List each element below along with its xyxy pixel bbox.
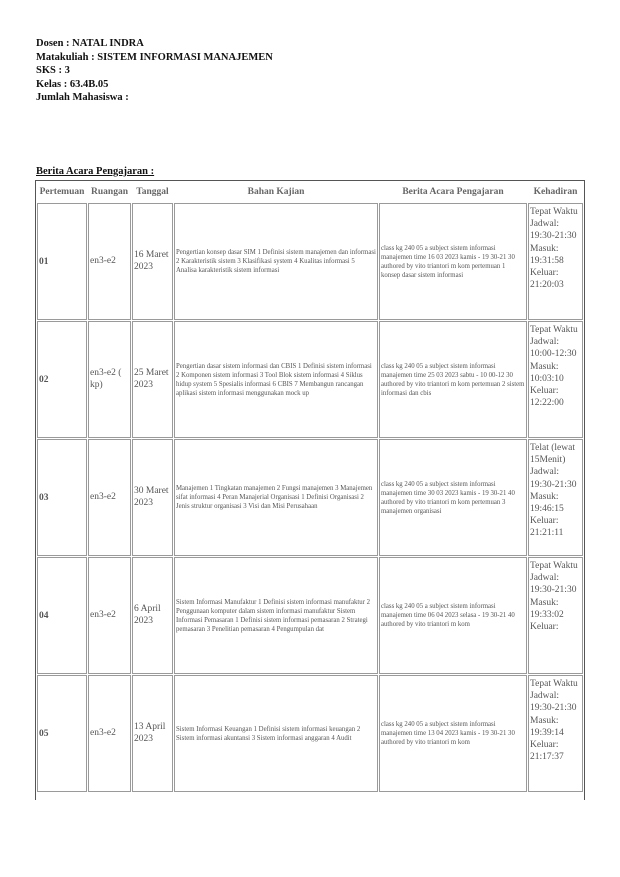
kehadiran-keluar-label: Keluar: (530, 622, 559, 633)
bahan-kajian-cell: Sistem Informasi Manufaktur 1 Definisi sistem informasi manufaktur 2 Penggunaan komputer dalam sistem informasi manufaktur Sistem Informasi Pemasaran 1 Definisi sistem informasi pemasaran 2 Strategi pemasaran 3 Penelitian pemasaran 4 Pengumpulan dat (174, 557, 378, 674)
table-frame (35, 180, 585, 800)
table-row (37, 203, 583, 320)
kehadiran-masuk-label: Masuk: (530, 243, 559, 254)
kehadiran-keluar-value: 21:17:37 (530, 752, 564, 763)
bahan-kajian-cell: Sistem Informasi Keuangan 1 Definisi sistem informasi keuangan 2 Sistem informasi akuntansi 3 Sistem informasi anggaran 4 Audit (174, 675, 378, 792)
kehadiran-jadwal-value: 10:00-12:30 (530, 349, 577, 360)
matakuliah-line: Matakuliah : SISTEM INFORMASI MANAJEMEN (36, 51, 273, 63)
kelas-line: Kelas : 63.4B.05 (36, 78, 109, 90)
pertemuan-cell: 02 (37, 321, 87, 438)
kehadiran-status: Tepat Waktu (530, 679, 578, 689)
kehadiran-jadwal-value: 19:30-21:30 (530, 703, 577, 714)
pertemuan-cell: 04 (37, 557, 87, 674)
column-header-bahan-kajian: Bahan Kajian (174, 182, 378, 202)
kehadiran-jadwal-value: 19:30-21:30 (530, 585, 577, 596)
bahan-kajian-cell: Manajemen 1 Tingkatan manajemen 2 Fungsi manajemen 3 Manajemen sifat informasi 4 Peran Manajerial Organisasi 1 Definisi Organisasi 2 Jenis struktur organisasi 3 Visi dan Misi Perusahaan (174, 439, 378, 556)
berita-acara-cell: class kg 240 05 a subject sistem informasi manajemen time 25 03 2023 sabtu - 10 00-12 30 authored by vito triantori m kom pertemuan 2 sistem informasi dan cbis (379, 321, 527, 438)
table-row (37, 557, 583, 674)
kehadiran-jadwal-label: Jadwal: (530, 573, 560, 584)
kehadiran-keluar-label: Keluar: (530, 268, 559, 279)
ruangan-cell: en3-e2 ( kp) (88, 321, 131, 438)
ruangan-cell: en3-e2 (88, 675, 131, 792)
table-row (37, 321, 583, 438)
dosen-line: Dosen : NATAL INDRA (36, 38, 144, 49)
tanggal-cell: 16 Maret 2023 (132, 203, 173, 320)
pertemuan-cell: 05 (37, 675, 87, 792)
berita-acara-cell: class kg 240 05 a subject sistem informasi manajemen time 30 03 2023 kamis - 19 30-21 40 authored by vito triantori m kom pertemuan 3 manajemen organisasi (379, 439, 527, 556)
column-header-ruangan: Ruangan (88, 182, 131, 202)
berita-acara-cell: class kg 240 05 a subject sistem informasi manajemen time 13 04 2023 kamis - 19 30-21 30 authored by vito triantori m kom (379, 675, 527, 792)
kehadiran-keluar-label: Keluar: (530, 516, 559, 527)
kehadiran-jadwal-label: Jadwal: (530, 219, 560, 230)
pertemuan-cell: 03 (37, 439, 87, 556)
berita-acara-cell: class kg 240 05 a subject sistem informasi manajemen time 16 03 2023 kamis - 19 30-21 30 authored by vito triantori m kom pertemuan 1 konsep dasar sistem informasi (379, 203, 527, 320)
kehadiran-masuk-value: 19:33:02 (530, 609, 564, 620)
tanggal-cell: 30 Maret 2023 (132, 439, 173, 556)
kehadiran-status: Tepat Waktu (530, 561, 578, 571)
kehadiran-keluar-label: Keluar: (530, 740, 559, 751)
tanggal-cell: 13 April 2023 (132, 675, 173, 792)
kehadiran-masuk-label: Masuk: (530, 491, 559, 502)
kehadiran-jadwal-label: Jadwal: (530, 467, 560, 478)
kehadiran-jadwal-value: 19:30-21:30 (530, 231, 577, 242)
kehadiran-jadwal-value: 19:30-21:30 (530, 479, 577, 490)
table-row (37, 439, 583, 556)
kehadiran-masuk-label: Masuk: (530, 715, 559, 726)
kehadiran-keluar-value: 12:22:00 (530, 398, 564, 409)
berita-acara-cell: class kg 240 05 a subject sistem informasi manajemen time 06 04 2023 selasa - 19 30-21 40 authored by vito triantori m kom (379, 557, 527, 674)
kehadiran-status: Telat (lewat 15Menit) (530, 443, 575, 466)
berita-acara-table (36, 181, 584, 793)
table-header-row (37, 182, 583, 202)
column-header-kehadiran: Kehadiran (528, 182, 583, 202)
section-title: Berita Acara Pengajaran : (36, 166, 155, 177)
column-header-pertemuan: Pertemuan (37, 182, 87, 202)
kehadiran-keluar-label: Keluar: (530, 386, 559, 397)
kehadiran-status: Tepat Waktu (530, 207, 578, 217)
bahan-kajian-cell: Pengertian dasar sistem informasi dan CBIS 1 Definisi sistem informasi 2 Komponen sistem informasi 3 Tool Blok sistem informasi 4 Siklus hidup system 5 Spesialis informasi 6 CBIS 7 Membangun rancangan aplikasi sistem informasi menggunakan mock up (174, 321, 378, 438)
kehadiran-masuk-value: 19:39:14 (530, 727, 564, 738)
ruangan-cell: en3-e2 (88, 557, 131, 674)
kehadiran-cell (528, 675, 583, 792)
column-header-tanggal: Tanggal (132, 182, 173, 202)
tanggal-cell: 25 Maret 2023 (132, 321, 173, 438)
kehadiran-status: Tepat Waktu (530, 325, 578, 335)
kehadiran-cell (528, 203, 583, 320)
pertemuan-cell: 01 (37, 203, 87, 320)
tanggal-cell: 6 April 2023 (132, 557, 173, 674)
kehadiran-keluar-value: 21:21:11 (530, 528, 564, 539)
bahan-kajian-cell: Pengertian konsep dasar SIM 1 Definisi sistem manajemen dan informasi 2 Karakteristik sistem 3 Klasifikasi system 4 Kualitas informasi 5 Analisa karakteristik sistem informasi (174, 203, 378, 320)
table-row (37, 675, 583, 792)
kehadiran-masuk-value: 19:31:58 (530, 255, 564, 266)
kehadiran-cell (528, 557, 583, 674)
kehadiran-masuk-value: 10:03:10 (530, 373, 564, 384)
kehadiran-cell (528, 321, 583, 438)
sks-line: SKS : 3 (36, 65, 70, 76)
kehadiran-masuk-label: Masuk: (530, 597, 559, 608)
jumlah-mahasiswa-line: Jumlah Mahasiswa : (36, 92, 129, 103)
ruangan-cell: en3-e2 (88, 439, 131, 556)
kehadiran-masuk-label: Masuk: (530, 361, 559, 372)
kehadiran-cell (528, 439, 583, 556)
document-header (36, 37, 273, 105)
kehadiran-masuk-value: 19:46:15 (530, 504, 564, 515)
column-header-berita-acara: Berita Acara Pengajaran (379, 182, 527, 202)
kehadiran-jadwal-label: Jadwal: (530, 691, 560, 702)
ruangan-cell: en3-e2 (88, 203, 131, 320)
kehadiran-keluar-value: 21:20:03 (530, 280, 564, 291)
kehadiran-jadwal-label: Jadwal: (530, 337, 560, 348)
